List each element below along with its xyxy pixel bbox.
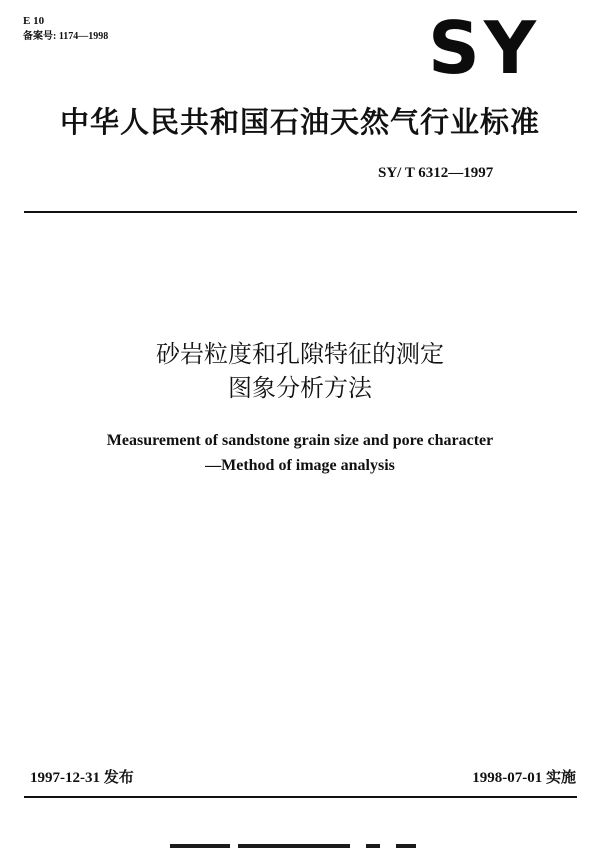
cropped-glyph-fragment [366, 844, 380, 848]
issuing-body-title: 中华人民共和国石油天然气行业标准 [59, 105, 540, 139]
sy-logo: SY [428, 6, 540, 90]
cropped-glyph-fragment [238, 844, 350, 848]
implementation-date: 1998-07-01 实施 [472, 770, 576, 786]
classification-code: E 10 [23, 15, 45, 27]
title-chinese-line-1: 砂岩粒度和孔隙特征的测定 [156, 340, 444, 368]
cropped-glyph-fragment [170, 844, 230, 848]
bottom-divider [24, 796, 577, 798]
cropped-glyph-fragment [396, 844, 416, 848]
standard-number: SY/ T 6312—1997 [378, 165, 494, 181]
cropped-publisher-line [170, 824, 430, 848]
top-divider [24, 211, 577, 213]
filing-number: 备案号: 1174—1998 [23, 31, 109, 42]
title-chinese-line-2: 图象分析方法 [228, 374, 372, 402]
title-english-line-2: —Method of image analysis [205, 457, 395, 474]
title-english-line-1: Measurement of sandstone grain size and pore character [106, 432, 494, 449]
issue-date: 1997-12-31 发布 [30, 770, 134, 786]
